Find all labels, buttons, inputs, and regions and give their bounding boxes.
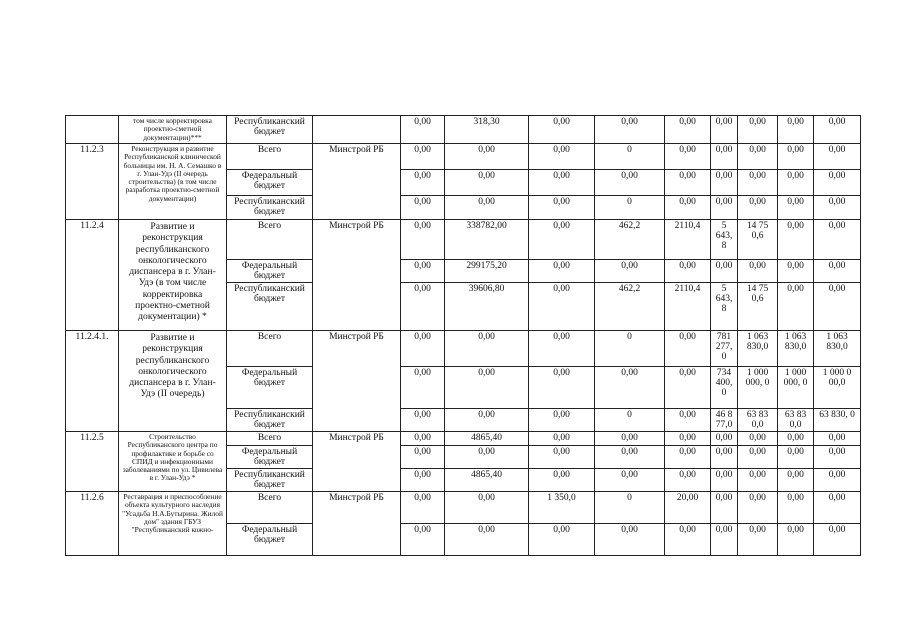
value-cell: 0,00 (665, 144, 711, 170)
value-cell: 0,00 (445, 196, 529, 220)
value-cell: 462,2 (595, 283, 665, 331)
value-cell: 318,30 (445, 116, 529, 144)
value-cell: 0,00 (778, 170, 814, 196)
value-cell: 4865,40 (445, 432, 529, 446)
value-cell: 0,00 (738, 446, 778, 469)
funding-source: Всего (227, 432, 313, 446)
funding-source: Всего (227, 331, 313, 367)
value-cell: 0,00 (665, 524, 711, 556)
item-name: Строительство Республиканского центра по профилактике и борьбе со СПИД и инфекционными заболеваниями по ул. Цивилева в г. Улан-Удэ * (119, 432, 227, 492)
value-cell: 0,00 (529, 170, 595, 196)
value-cell: 734 400, 0 (711, 367, 738, 409)
value-cell: 1 350,0 (529, 492, 595, 524)
value-cell: 0,00 (401, 196, 445, 220)
budget-table (65, 115, 861, 556)
value-cell: 1 000 000, 0 (738, 367, 778, 409)
funding-source: Республиканский бюджет (227, 116, 313, 144)
value-cell: 0,00 (401, 367, 445, 409)
value-cell: 0,00 (529, 283, 595, 331)
value-cell: 0,00 (401, 331, 445, 367)
funding-source: Федеральный бюджет (227, 260, 313, 283)
value-cell: 0,00 (529, 116, 595, 144)
funding-source: Всего (227, 220, 313, 260)
table-row (66, 220, 861, 260)
value-cell: 0,00 (595, 367, 665, 409)
document-page (65, 115, 861, 556)
item-name: Реконструкция и развитие Республиканской клинической больницы им. Н. А. Семашко в г. Улан-Удэ (II очередь строительства) (в том числе разработка проектно-сметной документации) (119, 144, 227, 220)
executor: Минстрой РБ (313, 220, 401, 331)
value-cell: 0,00 (401, 144, 445, 170)
table-row (66, 331, 861, 367)
value-cell: 0,00 (445, 524, 529, 556)
executor (313, 116, 401, 144)
value-cell: 0,00 (778, 283, 814, 331)
value-cell: 0,00 (738, 170, 778, 196)
value-cell: 2110,4 (665, 283, 711, 331)
item-code (66, 116, 119, 144)
value-cell: 0,00 (595, 170, 665, 196)
value-cell: 0,00 (529, 196, 595, 220)
value-cell: 0 (595, 331, 665, 367)
value-cell: 0,00 (814, 492, 861, 524)
item-code: 11.2.4 (66, 220, 119, 331)
value-cell: 0,00 (665, 331, 711, 367)
value-cell: 0,00 (445, 367, 529, 409)
value-cell: 14 75 0,6 (738, 283, 778, 331)
value-cell: 0,00 (401, 220, 445, 260)
value-cell: 1 063 830,0 (738, 331, 778, 367)
value-cell: 0,00 (814, 524, 861, 556)
value-cell: 0,00 (814, 196, 861, 220)
value-cell: 0,00 (529, 260, 595, 283)
value-cell: 0,00 (778, 260, 814, 283)
value-cell: 0,00 (814, 116, 861, 144)
value-cell: 0,00 (401, 283, 445, 331)
value-cell: 0,00 (595, 260, 665, 283)
value-cell: 0,00 (711, 432, 738, 446)
value-cell: 2110,4 (665, 220, 711, 260)
value-cell: 0,00 (814, 260, 861, 283)
value-cell: 0,00 (401, 170, 445, 196)
value-cell: 0,00 (529, 446, 595, 469)
value-cell: 0,00 (595, 446, 665, 469)
funding-source: Республиканский бюджет (227, 283, 313, 331)
value-cell: 0,00 (529, 331, 595, 367)
funding-source: Федеральный бюджет (227, 367, 313, 409)
funding-source: Республиканский бюджет (227, 409, 313, 432)
executor: Минстрой РБ (313, 331, 401, 432)
value-cell: 0,00 (814, 170, 861, 196)
executor: Минстрой РБ (313, 492, 401, 556)
funding-source: Федеральный бюджет (227, 524, 313, 556)
value-cell: 0,00 (778, 446, 814, 469)
executor: Минстрой РБ (313, 144, 401, 220)
value-cell: 0,00 (738, 144, 778, 170)
value-cell: 0,00 (529, 367, 595, 409)
table-row (66, 144, 861, 170)
value-cell: 0,00 (445, 409, 529, 432)
value-cell: 20,00 (665, 492, 711, 524)
value-cell: 0,00 (738, 432, 778, 446)
value-cell: 0,00 (778, 196, 814, 220)
item-name: том числе корректировка проектно-сметной документации)*** (119, 116, 227, 144)
value-cell: 0,00 (711, 196, 738, 220)
value-cell: 39606,80 (445, 283, 529, 331)
value-cell: 1 063 830,0 (778, 331, 814, 367)
value-cell: 0,00 (711, 469, 738, 492)
value-cell: 0,00 (445, 446, 529, 469)
value-cell: 63 830, 0 (814, 409, 861, 432)
value-cell: 0 (595, 196, 665, 220)
value-cell: 0,00 (401, 446, 445, 469)
value-cell: 5 643, 8 (711, 220, 738, 260)
value-cell: 0,00 (401, 409, 445, 432)
value-cell: 0,00 (529, 144, 595, 170)
value-cell: 0,00 (401, 116, 445, 144)
value-cell: 63 83 0,0 (738, 409, 778, 432)
value-cell: 781 277, 0 (711, 331, 738, 367)
value-cell: 0,00 (529, 524, 595, 556)
value-cell: 5 643, 8 (711, 283, 738, 331)
value-cell: 0,00 (738, 492, 778, 524)
executor: Минстрой РБ (313, 432, 401, 492)
value-cell: 0,00 (711, 492, 738, 524)
value-cell: 4865,40 (445, 469, 529, 492)
value-cell: 0,00 (814, 432, 861, 446)
item-name: Реставрация и приспособление объекта культурного наследия "Усадьба Н.А.Бутырина. Жилой дом" здания ГБУЗ "Республиканский кожно- (119, 492, 227, 556)
value-cell: 0,00 (529, 220, 595, 260)
value-cell: 0,00 (778, 220, 814, 260)
value-cell: 0,00 (445, 331, 529, 367)
value-cell: 0,00 (738, 260, 778, 283)
value-cell: 0 (595, 492, 665, 524)
value-cell: 0,00 (814, 144, 861, 170)
funding-source: Всего (227, 492, 313, 524)
value-cell: 299175,20 (445, 260, 529, 283)
value-cell: 0,00 (711, 116, 738, 144)
value-cell: 0,00 (778, 524, 814, 556)
value-cell: 0,00 (665, 260, 711, 283)
value-cell: 0,00 (529, 409, 595, 432)
value-cell: 0,00 (711, 260, 738, 283)
value-cell: 0,00 (814, 220, 861, 260)
value-cell: 0,00 (595, 524, 665, 556)
value-cell: 0,00 (711, 446, 738, 469)
value-cell: 0,00 (738, 196, 778, 220)
value-cell: 0,00 (778, 116, 814, 144)
value-cell: 0,00 (445, 170, 529, 196)
value-cell: 0,00 (814, 469, 861, 492)
value-cell: 0,00 (665, 170, 711, 196)
value-cell: 0,00 (665, 196, 711, 220)
funding-source: Всего (227, 144, 313, 170)
value-cell: 0,00 (595, 432, 665, 446)
value-cell: 46 8 77,0 (711, 409, 738, 432)
value-cell: 338782,00 (445, 220, 529, 260)
funding-source: Республиканский бюджет (227, 196, 313, 220)
value-cell: 0,00 (778, 469, 814, 492)
value-cell: 0,00 (401, 432, 445, 446)
funding-source: Федеральный бюджет (227, 170, 313, 196)
value-cell: 0 (595, 144, 665, 170)
item-code: 11.2.6 (66, 492, 119, 556)
value-cell: 0,00 (711, 524, 738, 556)
value-cell: 1 063 830,0 (814, 331, 861, 367)
value-cell: 0,00 (665, 432, 711, 446)
value-cell: 0,00 (738, 524, 778, 556)
value-cell: 0 (595, 409, 665, 432)
value-cell: 0,00 (529, 469, 595, 492)
item-code: 11.2.5 (66, 432, 119, 492)
value-cell: 0,00 (665, 116, 711, 144)
item-name: Развитие и реконструкция республиканского онкологического диспансера в г. Улан-Удэ (II очередь) (119, 331, 227, 432)
table-row (66, 492, 861, 524)
item-code: 11.2.4.1. (66, 331, 119, 432)
value-cell: 462,2 (595, 220, 665, 260)
value-cell: 63 83 0,0 (778, 409, 814, 432)
value-cell: 0,00 (529, 432, 595, 446)
value-cell: 0,00 (665, 469, 711, 492)
value-cell: 0,00 (778, 432, 814, 446)
value-cell: 0,00 (401, 469, 445, 492)
value-cell: 0,00 (401, 492, 445, 524)
value-cell: 0,00 (665, 409, 711, 432)
item-name: Развитие и реконструкция республиканского онкологического диспансера в г. Улан-Удэ (в том числе корректировка проектно-сметной документации) * (119, 220, 227, 331)
value-cell: 0,00 (711, 170, 738, 196)
value-cell: 0,00 (665, 446, 711, 469)
value-cell: 0,00 (738, 116, 778, 144)
item-code: 11.2.3 (66, 144, 119, 220)
value-cell: 0,00 (401, 260, 445, 283)
value-cell: 0,00 (595, 116, 665, 144)
value-cell: 0,00 (401, 524, 445, 556)
value-cell: 0,00 (814, 283, 861, 331)
funding-source: Республиканский бюджет (227, 469, 313, 492)
value-cell: 0,00 (778, 144, 814, 170)
value-cell: 0,00 (445, 144, 529, 170)
value-cell: 0,00 (711, 144, 738, 170)
value-cell: 0,00 (814, 446, 861, 469)
value-cell: 1 000 000, 0 (778, 367, 814, 409)
value-cell: 0,00 (738, 469, 778, 492)
value-cell: 0,00 (778, 492, 814, 524)
value-cell: 0,00 (445, 492, 529, 524)
table-row (66, 116, 861, 144)
value-cell: 0,00 (665, 367, 711, 409)
value-cell: 1 000 0 00,0 (814, 367, 861, 409)
value-cell: 14 75 0,6 (738, 220, 778, 260)
value-cell: 0,00 (595, 469, 665, 492)
funding-source: Федеральный бюджет (227, 446, 313, 469)
table-row (66, 432, 861, 446)
